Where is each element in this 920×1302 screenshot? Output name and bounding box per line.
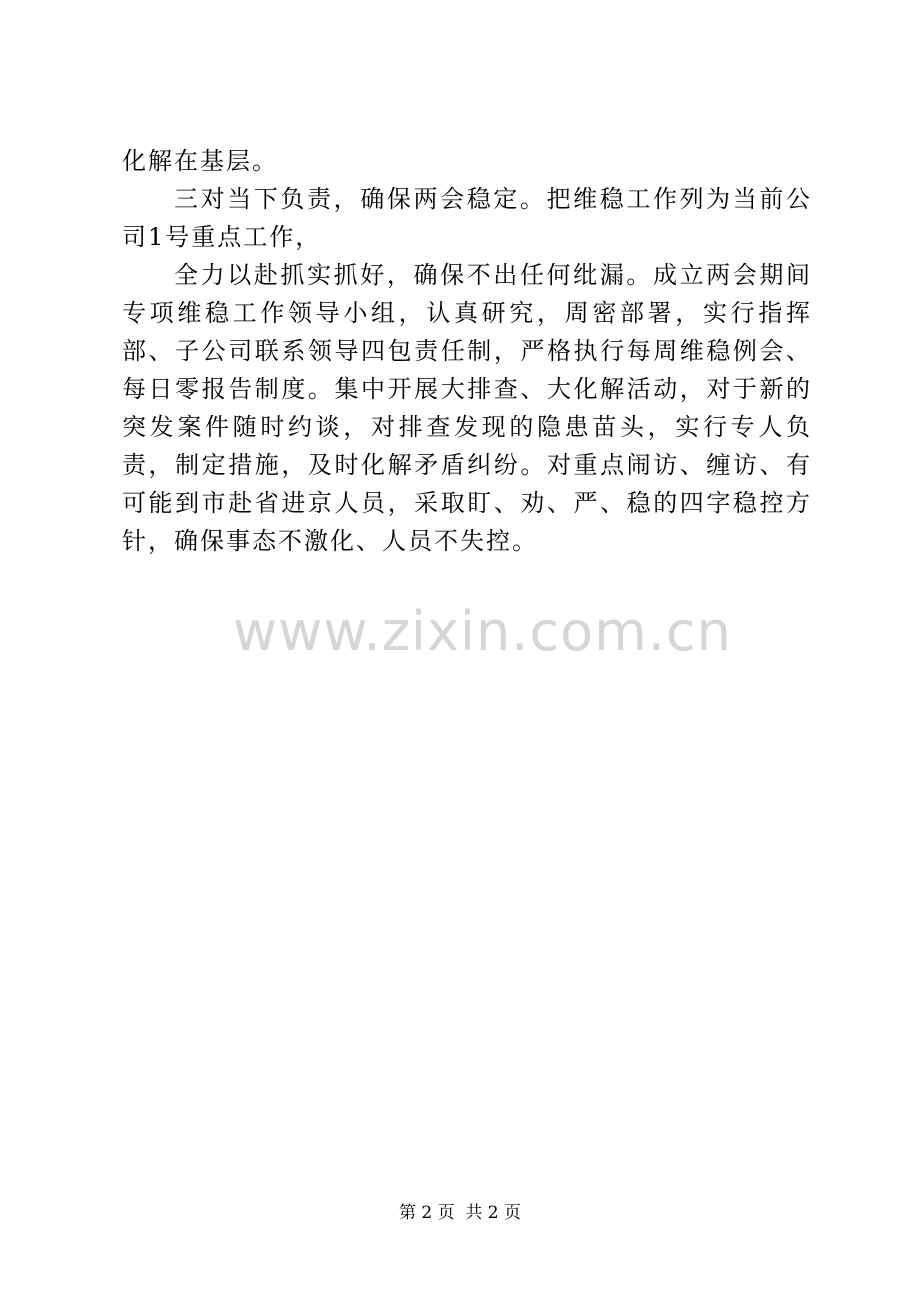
watermark: www.zixin.com.cn [233,600,732,663]
document-body [122,142,812,560]
paragraph-1: 化解在基层。 [122,147,278,175]
paragraph-3: 全力以赴抓实抓好，确保不出任何纰漏。成立两会期间专项维稳工作领导小组，认真研究，周密部署，实行指挥部、子公司联系领导四包责任制，严格执行每周维稳例会、每日零报告制度。集中开展大排查、大化解活动，对于新的突发案件随时约谈，对排查发现的隐患苗头，实行专人负责，制定措施，及时化解矛盾纠纷。对重点闹访、缠访、有可能到市赴省进京人员，采取盯、劝、严、稳的四字稳控方针，确保事态不激化、人员不失控。 [122,261,812,555]
paragraph-2: 三对当下负责，确保两会稳定。把维稳工作列为当前公司1号重点工作， [122,185,812,251]
page-footer: 第 2 页 共 2 页 [398,1203,522,1223]
